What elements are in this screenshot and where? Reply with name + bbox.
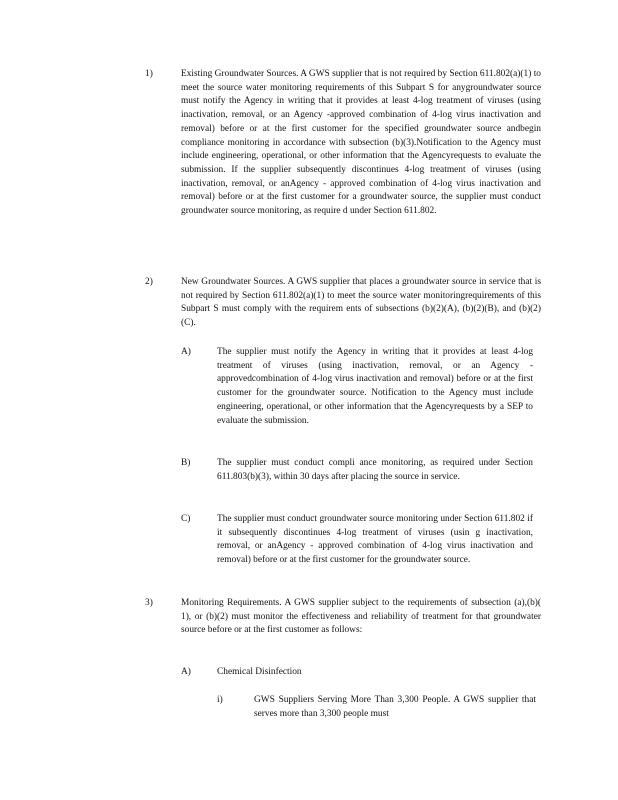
paragraph-text: Existing Groundwater Sources. A GWS supplier that is not required by Section 611.802(a)(1) to meet the source water monitoring requirements of this Subpart S for anygroundwater source must notify the Agency in writing that it provides at least 4-log treatment of viruses (using inactivation, removal, or an Agency -approved combination of 4-log virus inactivation and removal) before or at the first customer for the specified groundwater source andbegin compliance monitoring in accordance with subsection (b)(3).Notification to the Agency must include engineering, operational, or other information that the Agencyrequests to evaluate the submission. If the supplier subsequently discontinues 4-log treatment of viruses (using inactivation, removal, or anAgency - approved combination of 4-log virus inactivation and removal) before or at the first customer for a groundwater source, the supplier must conduct groundwater source monitoring, as require d under Section 611.802. — [181, 69, 541, 217]
subitem-paragraph — [217, 346, 533, 428]
subitem-letter: B) — [181, 458, 191, 468]
subsubitem-paragraph — [254, 694, 536, 721]
subitem-paragraph — [217, 457, 533, 484]
paragraph-text: The supplier must notify the Agency in writing that it provides at least 4-log treatment of viruses (using inactivation, removal, or an Agency -approvedcombination of 4-log virus inactivation and removal) before or at the first customer for the groundwater source. Notification to the Agency must include engineering, operational, or other information that the Agencyrequests by a SEP to evaluate the submission. — [217, 347, 533, 426]
subitem-paragraph — [217, 513, 533, 568]
subitem-letter: A) — [181, 347, 191, 357]
item-paragraph — [181, 276, 541, 331]
item-number: 3) — [145, 598, 153, 608]
paragraph-text: The supplier must conduct compli ance monitoring, as required under Section 611.803(b)(3), within 30 days after placing the source in service. — [217, 458, 533, 482]
paragraph-text: The supplier must conduct groundwater source monitoring under Section 611.802 if it subsequently discontinues 4-log treatment of viruses (usin g inactivation, removal, or anAgency - approved combination of 4-log virus inactivation and removal) before or at the first customer for the groundwater source. — [217, 514, 533, 566]
subitem-heading — [217, 666, 533, 680]
item-paragraph — [181, 597, 541, 638]
subitem-letter: C) — [181, 514, 191, 524]
item-paragraph — [181, 68, 541, 219]
paragraph-text: Chemical Disinfection — [217, 667, 302, 677]
paragraph-text: Monitoring Requirements. A GWS supplier subject to the requirements of subsection (a),(b)( 1), or (b)(2) must monitor the effectiveness and reliability of treatment for that groundwater source before or at the first customer as follows: — [181, 598, 541, 636]
item-number: 1) — [145, 69, 153, 79]
subsubitem-roman: i) — [217, 695, 223, 705]
item-number: 2) — [145, 277, 153, 287]
paragraph-text: New Groundwater Sources. A GWS supplier that places a groundwater source in service that is not required by Section 611.802(a)(1) to meet the source water monitoringrequirements of this Subpart S must comply with the requirem ents of subsections (b)(2)(A), (b)(2)(B), and (b)(2)(C). — [181, 277, 541, 329]
paragraph-text: GWS Suppliers Serving More Than 3,300 People. A GWS supplier that serves more than 3,300 people must — [254, 695, 536, 719]
subitem-letter: A) — [181, 667, 191, 677]
